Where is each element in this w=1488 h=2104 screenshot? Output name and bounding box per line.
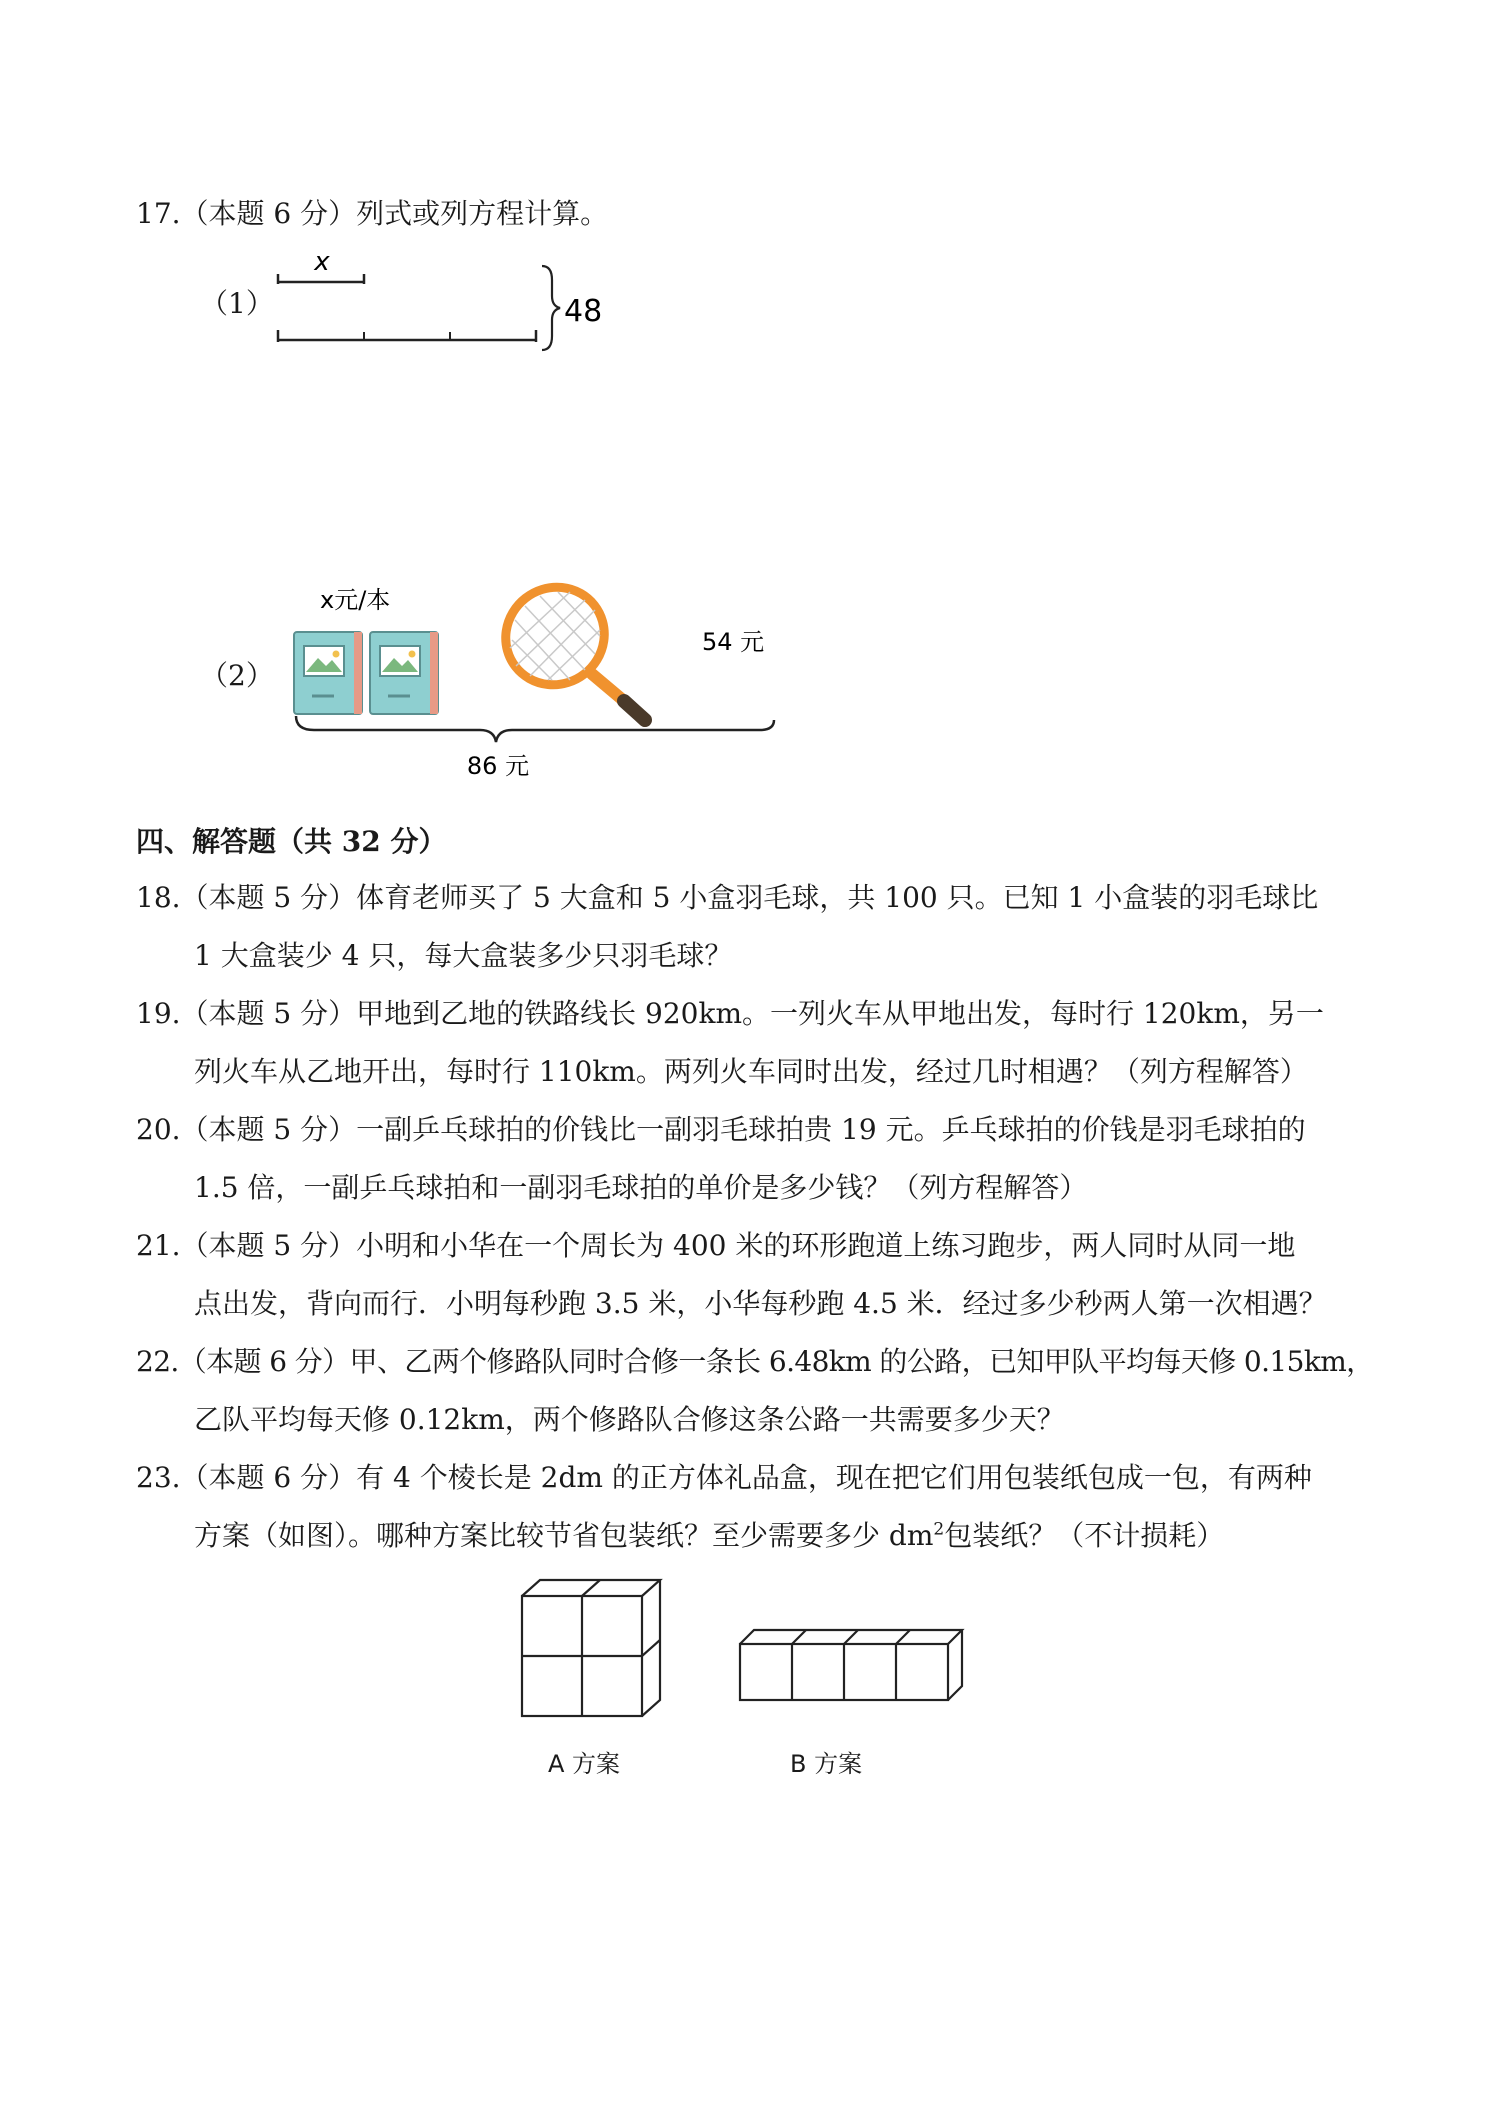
question-18: 18.（本题 5 分）体育老师买了 5 大盒和 5 小盒羽毛球，共 100 只。已知 1 小盒装的羽毛球比 (136, 881, 1319, 914)
badminton-racket-icon (486, 570, 645, 720)
plan-a-diagram (510, 1570, 680, 1740)
plan-b-label: B 方案 (790, 1750, 863, 1778)
question-20: 20.（本题 5 分）一副乒乓球拍的价钱比一副羽毛球拍贵 19 元。乒乓球拍的价钱是羽毛球拍的 (136, 1113, 1306, 1146)
question-22: 22.（本题 6 分）甲、乙两个修路队同时合修一条长 6.48km 的公路，已知甲队平均每天修 0.15km， (136, 1345, 1374, 1378)
notebook-icon (294, 632, 362, 714)
question-21: 21.（本题 5 分）小明和小华在一个周长为 400 米的环形跑道上练习跑步，两人同时从同一地 (136, 1229, 1296, 1262)
question-19: 19.（本题 5 分）甲地到乙地的铁路线长 920km。一列火车从甲地出发，每时行 120km，另一 (136, 997, 1324, 1030)
question-19-cont: 列火车从乙地开出，每时行 110km。两列火车同时出发，经过几时相遇？（列方程解答） (194, 1055, 1308, 1088)
part-1-label: （1） (200, 287, 274, 320)
question-21-cont: 点出发，背向而行．小明每秒跑 3.5 米，小华每秒跑 4.5 米．经过多少秒两人第一次相遇？ (194, 1287, 1327, 1320)
plan-b-diagram (728, 1616, 968, 1726)
question-23-cont: 方案（如图）。哪种方案比较节省包装纸？至少需要多少 $dm^2$包装纸？（不计损耗） (194, 1519, 1225, 1552)
part-2-label: （2） (200, 659, 274, 692)
section-title: 四、解答题（共 32 分） (136, 825, 447, 858)
total-86-label: 86 元 (466, 752, 530, 780)
plan-a-label: A 方案 (548, 1750, 621, 1778)
book-racket-diagram (290, 570, 790, 790)
question-17 (136, 194, 608, 234)
total-48-label: 48 (564, 294, 603, 329)
question-number: 17. (136, 197, 181, 230)
question-23: 23.（本题 6 分）有 4 个棱长是 2dm 的正方体礼品盒，现在把它们用包装纸包成一包，有两种 (136, 1461, 1312, 1494)
question-22-cont: 乙队平均每天修 0.12km，两个修路队合修这条公路一共需要多少天？ (194, 1403, 1065, 1436)
notebook-icon (370, 632, 438, 714)
question-20-cont: 1.5 倍，一副乒乓球拍和一副羽毛球拍的单价是多少钱？（列方程解答） (194, 1171, 1088, 1204)
question-text: （本题 6 分）列式或列方程计算。 (180, 197, 609, 230)
question-18-cont: 1 大盒装少 4 只，每大盒装多少只羽毛球？ (194, 939, 733, 972)
x-label: x (314, 247, 330, 277)
book-price-label: x元/本 (320, 586, 391, 614)
segment-diagram (260, 240, 620, 360)
racket-price-label: 54 元 (702, 628, 765, 656)
